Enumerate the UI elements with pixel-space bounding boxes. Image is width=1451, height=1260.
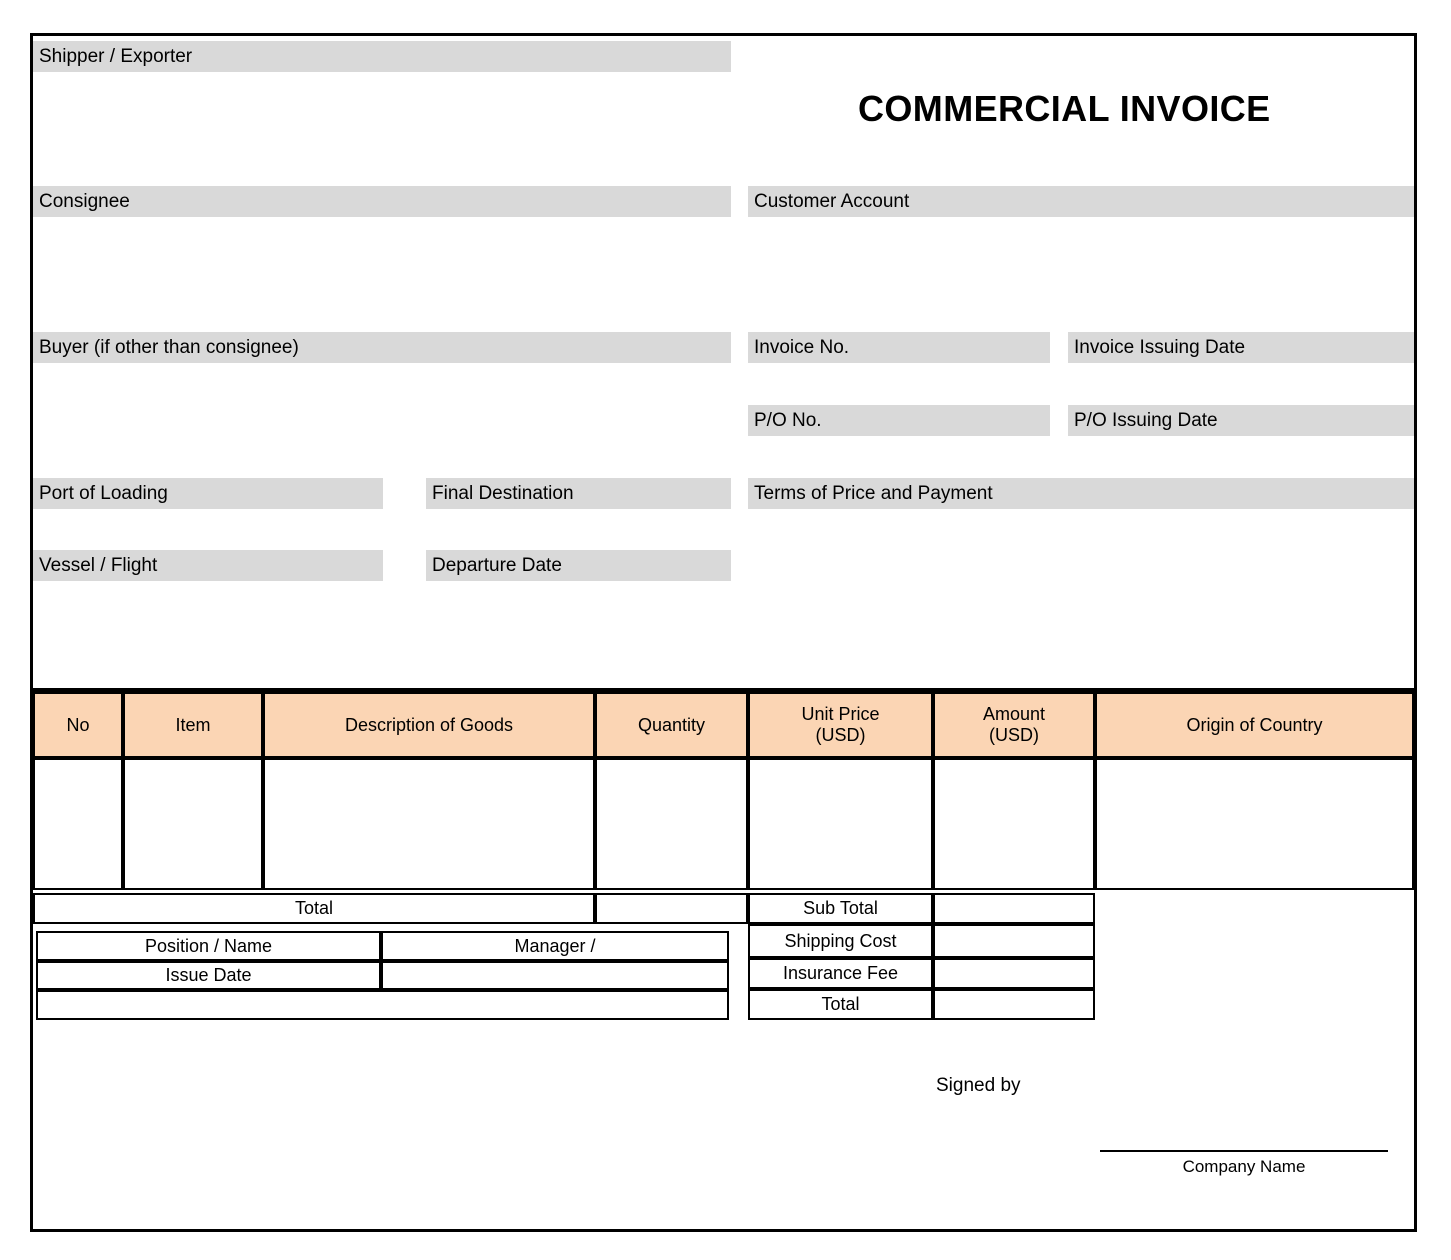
terms-of-price-and-payment-label: Terms of Price and Payment — [748, 478, 1414, 509]
signed-by-label: Signed by — [936, 1075, 1021, 1096]
summary-label-total: Total — [748, 989, 933, 1020]
departure-date-input[interactable] — [426, 581, 731, 681]
vessel-flight-input[interactable] — [33, 581, 383, 681]
summary-label-shipping-cost: Shipping Cost — [748, 924, 933, 958]
company-name-label: Company Name — [1182, 1157, 1306, 1176]
issue-date-label: Issue Date — [36, 961, 381, 990]
summary-label-sub-total: Sub Total — [748, 893, 933, 924]
summary-value-insurance-fee[interactable] — [933, 958, 1095, 989]
invoice-no-input[interactable] — [748, 363, 1050, 404]
page-title: COMMERCIAL INVOICE — [858, 88, 1271, 129]
col-header-description: Description of Goods — [263, 692, 595, 758]
col-header-amount — [933, 692, 1095, 758]
summary-value-sub-total[interactable] — [933, 893, 1095, 924]
col-header-no: No — [33, 692, 123, 758]
po-no-label: P/O No. — [748, 405, 1050, 436]
invoice-issuing-date-label: Invoice Issuing Date — [1068, 332, 1414, 363]
col-header-item: Item — [123, 692, 263, 758]
cell-description[interactable] — [263, 758, 595, 890]
goods-total-label: Total — [33, 893, 595, 924]
cell-item[interactable] — [123, 758, 263, 890]
shipper-exporter-input[interactable] — [33, 72, 731, 184]
po-issuing-date-label: P/O Issuing Date — [1068, 405, 1414, 436]
signature-line — [1100, 1150, 1388, 1152]
buyer-input[interactable] — [33, 363, 731, 477]
shipper-exporter-label: Shipper / Exporter — [33, 41, 731, 72]
signer-extra-row[interactable] — [36, 990, 729, 1020]
cell-unit-price[interactable] — [748, 758, 933, 890]
cell-amount[interactable] — [933, 758, 1095, 890]
departure-date-label: Departure Date — [426, 550, 731, 581]
col-header-amount-line1: Amount — [982, 704, 1046, 725]
cell-no[interactable] — [33, 758, 123, 890]
issue-date-value[interactable] — [381, 961, 729, 990]
port-of-loading-input[interactable] — [33, 509, 383, 550]
col-header-unit-price-line1: Unit Price — [801, 704, 880, 725]
col-header-unit-price-line2: (USD) — [815, 725, 866, 745]
vessel-flight-label: Vessel / Flight — [33, 550, 383, 581]
invoice-issuing-date-input[interactable] — [1068, 363, 1414, 404]
buyer-label: Buyer (if other than consignee) — [33, 332, 731, 363]
position-name-value[interactable]: Manager / — [381, 931, 729, 961]
col-header-quantity: Quantity — [595, 692, 748, 758]
po-issuing-date-input[interactable] — [1068, 436, 1414, 477]
cell-origin-of-country[interactable] — [1095, 758, 1414, 890]
summary-label-insurance-fee: Insurance Fee — [748, 958, 933, 989]
consignee-input[interactable] — [33, 217, 731, 332]
terms-of-price-and-payment-input[interactable] — [748, 509, 1414, 609]
consignee-label: Consignee — [33, 186, 731, 217]
cell-quantity[interactable] — [595, 758, 748, 890]
col-header-unit-price — [748, 692, 933, 758]
customer-account-input[interactable] — [748, 217, 1414, 332]
summary-value-shipping-cost[interactable] — [933, 924, 1095, 958]
final-destination-label: Final Destination — [426, 478, 731, 509]
customer-account-label: Customer Account — [748, 186, 1414, 217]
port-of-loading-label: Port of Loading — [33, 478, 383, 509]
final-destination-input[interactable] — [426, 509, 731, 550]
invoice-no-label: Invoice No. — [748, 332, 1050, 363]
col-header-origin-of-country: Origin of Country — [1095, 692, 1414, 758]
po-no-input[interactable] — [748, 436, 1050, 477]
summary-value-total[interactable] — [933, 989, 1095, 1020]
position-name-label: Position / Name — [36, 931, 381, 961]
col-header-amount-line2: (USD) — [989, 725, 1039, 745]
goods-total-value[interactable] — [595, 893, 748, 924]
